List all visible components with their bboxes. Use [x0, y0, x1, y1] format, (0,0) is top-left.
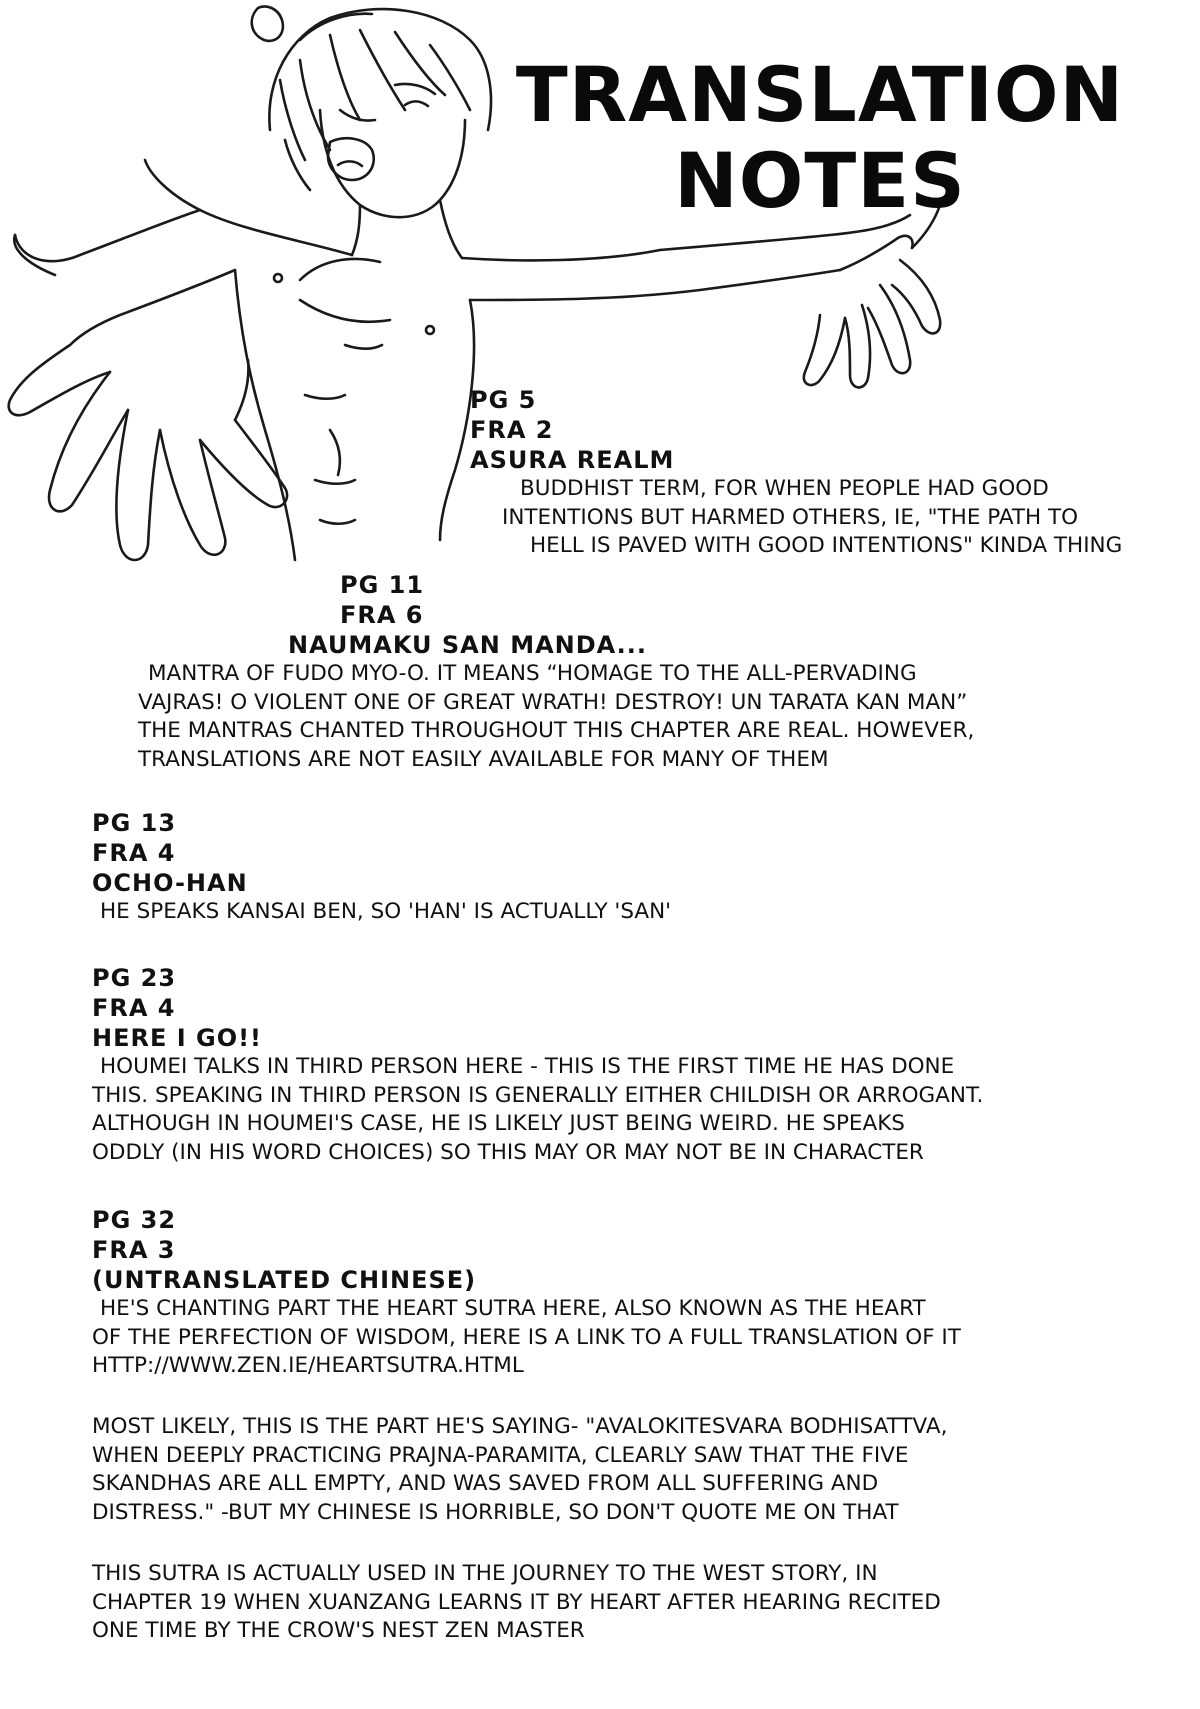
translation-link: HTTP://WWW.ZEN.IE/HEARTSUTRA.HTML [92, 1353, 524, 1378]
note-pg-11 [138, 570, 975, 774]
note-frame: FRA 3 [92, 1236, 176, 1264]
note-line: MANTRA OF FUDO MYO-O. IT MEANS “HOMAGE TO THE ALL-PERVADING [148, 661, 917, 686]
note-line: HE SPEAKS KANSAI BEN, SO 'HAN' IS ACTUALLY 'SAN' [100, 899, 672, 924]
note-line: ALTHOUGH IN HOUMEI'S CASE, HE IS LIKELY JUST BEING WEIRD. HE SPEAKS [92, 1111, 905, 1136]
note-body [92, 1053, 983, 1167]
note-term: OCHO-HAN [92, 869, 248, 897]
paragraph-line: DISTRESS." -BUT MY CHINESE IS HORRIBLE, SO DON'T QUOTE ME ON THAT [92, 1499, 899, 1525]
paragraph-line: ONE TIME BY THE CROW'S NEST ZEN MASTER [92, 1618, 585, 1643]
note-line: HELL IS PAVED WITH GOOD INTENTIONS" KINDA THING [530, 533, 1123, 558]
note-body [92, 1295, 961, 1381]
paragraph-line: THIS SUTRA IS ACTUALLY USED IN THE JOURNEY TO THE WEST STORY, IN [92, 1561, 878, 1586]
note-page: PG 5 [470, 386, 537, 414]
note-line: THIS. SPEAKING IN THIRD PERSON IS GENERALLY EITHER CHILDISH OR ARROGANT. [92, 1082, 984, 1108]
note-pg-23 [92, 963, 983, 1167]
note-line: VAJRAS! O VIOLENT ONE OF GREAT WRATH! DESTROY! UN TARATA KAN MAN” [138, 689, 968, 715]
note-frame: FRA 4 [92, 994, 176, 1022]
note-page: PG 32 [92, 1206, 177, 1234]
title-line-2: NOTES [674, 136, 966, 225]
note-body [92, 898, 671, 927]
paragraph-journey-to-the-west [92, 1560, 941, 1646]
note-term: NAUMAKU SAN MANDA... [288, 631, 648, 659]
note-line: HE'S CHANTING PART THE HEART SUTRA HERE, ALSO KNOWN AS THE HEART [100, 1296, 926, 1321]
note-term: (UNTRANSLATED CHINESE) [92, 1266, 477, 1294]
note-page: PG 23 [92, 964, 177, 992]
note-frame: FRA 2 [470, 416, 554, 444]
title-line-1: TRANSLATION [515, 50, 1125, 139]
note-frame: FRA 4 [92, 839, 176, 867]
note-pg-32 [92, 1205, 961, 1381]
note-body [138, 660, 974, 774]
note-body [470, 475, 1122, 561]
note-line: TRANSLATIONS ARE NOT EASILY AVAILABLE FOR MANY OF THEM [138, 746, 829, 772]
note-line: ODDLY (IN HIS WORD CHOICES) SO THIS MAY OR MAY NOT BE IN CHARACTER [92, 1139, 924, 1165]
note-line: BUDDHIST TERM, FOR WHEN PEOPLE HAD GOOD [520, 476, 1049, 501]
paragraph-line: WHEN DEEPLY PRACTICING PRAJNA-PARAMITA, CLEARLY SAW THAT THE FIVE [92, 1442, 909, 1468]
paragraph-line: CHAPTER 19 WHEN XUANZANG LEARNS IT BY HEART AFTER HEARING RECITED [92, 1589, 941, 1615]
note-line: THE MANTRAS CHANTED THROUGHOUT THIS CHAPTER ARE REAL. HOWEVER, [138, 718, 975, 743]
paragraph-line: SKANDHAS ARE ALL EMPTY, AND WAS SAVED FROM ALL SUFFERING AND [92, 1471, 879, 1496]
note-pg-5 [470, 385, 1122, 561]
note-line: OF THE PERFECTION OF WISDOM, HERE IS A LINK TO A FULL TRANSLATION OF IT [92, 1324, 961, 1350]
paragraph-heart-sutra-excerpt [92, 1413, 947, 1527]
note-line: INTENTIONS BUT HARMED OTHERS, IE, "THE PATH TO [502, 504, 1079, 530]
note-pg-13 [92, 808, 671, 927]
note-line: HOUMEI TALKS IN THIRD PERSON HERE - THIS IS THE FIRST TIME HE HAS DONE [100, 1054, 955, 1079]
note-frame: FRA 6 [340, 601, 424, 629]
note-term: HERE I GO!! [92, 1024, 262, 1052]
page-title [500, 52, 1140, 224]
note-page: PG 13 [92, 809, 177, 837]
note-page: PG 11 [340, 571, 425, 599]
paragraph-line: MOST LIKELY, THIS IS THE PART HE'S SAYING- "AVALOKITESVARA BODHISATTVA, [92, 1414, 948, 1439]
note-term: ASURA REALM [470, 446, 675, 474]
